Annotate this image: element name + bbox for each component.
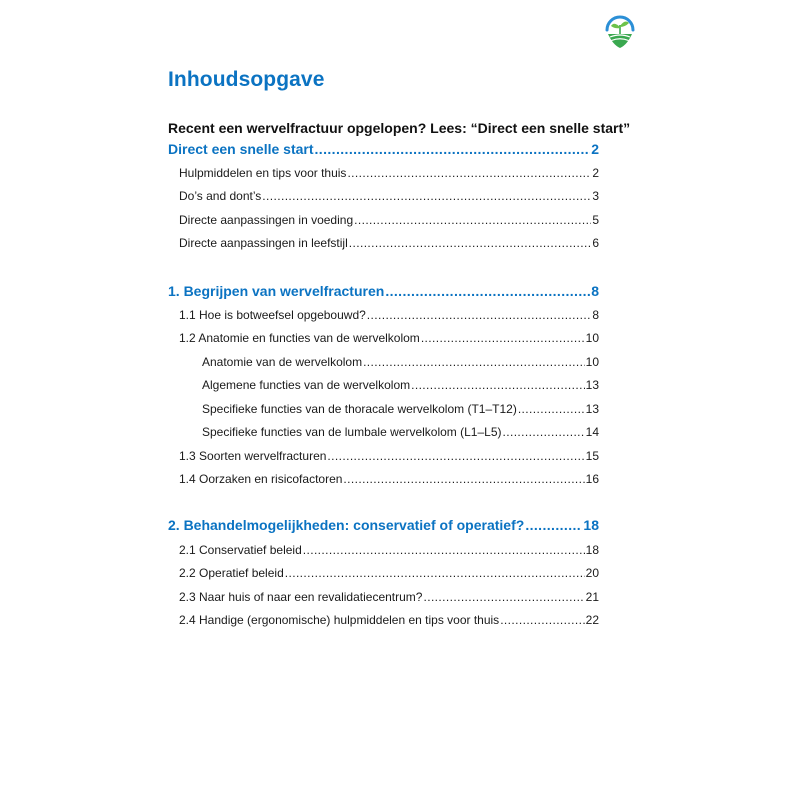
toc-entry-voeding[interactable] — [179, 213, 599, 227]
dot-leader — [423, 590, 584, 604]
toc-entry-label: 2.4 Handige (ergonomische) hulpmiddelen en tips voor thuis — [179, 613, 500, 627]
toc-entry-label: Specifieke functies van de thoracale wervelkolom (T1–T12) — [202, 402, 517, 416]
toc-entry-page: 16 — [585, 472, 599, 486]
toc-entry-label: 1. Begrijpen van wervelfracturen — [168, 283, 385, 299]
toc-entry-page: 15 — [585, 449, 599, 463]
toc-entry-2-4[interactable] — [179, 613, 599, 627]
toc-entry-label: 2.1 Conservatief beleid — [179, 543, 302, 557]
toc-entry-1-2-anatomie[interactable] — [202, 355, 599, 369]
toc-entry-label: Do’s and dont’s — [179, 189, 262, 203]
toc-entry-label: Direct een snelle start — [168, 141, 314, 157]
toc-entry-page: 2 — [592, 166, 599, 180]
intro-note: Recent een wervelfractuur opgelopen? Lees: “Direct een snelle start” — [168, 120, 631, 136]
toc-entry-1-3[interactable] — [179, 449, 599, 463]
toc-entry-1-1[interactable] — [179, 308, 599, 322]
toc-entry-page: 8 — [592, 308, 599, 322]
dot-leader — [411, 378, 585, 392]
toc-entry-page: 21 — [585, 590, 599, 604]
toc-entry-1-2[interactable] — [179, 331, 599, 345]
toc-entry-1-2-thoracale[interactable] — [202, 402, 599, 416]
toc-entry-page: 18 — [583, 517, 599, 533]
dot-leader — [503, 425, 585, 439]
plant-sprout-logo-icon — [602, 14, 638, 50]
toc-entry-page: 5 — [592, 213, 599, 227]
dot-leader — [500, 613, 584, 627]
toc-entry-page: 3 — [592, 189, 599, 203]
toc-entry-page: 18 — [585, 543, 599, 557]
toc-entry-page: 14 — [585, 425, 599, 439]
toc-entry-dos-and-donts[interactable] — [179, 189, 599, 203]
dot-leader — [367, 308, 592, 322]
toc-entry-chapter-2[interactable] — [168, 517, 599, 533]
toc-entry-label: Directe aanpassingen in leefstijl — [179, 236, 348, 250]
dot-leader — [347, 166, 591, 180]
dot-leader — [303, 543, 585, 557]
toc-entry-label: Directe aanpassingen in voeding — [179, 213, 354, 227]
toc-entry-1-2-lumbale[interactable] — [202, 425, 599, 439]
toc-entry-2-3[interactable] — [179, 590, 599, 604]
dot-leader — [349, 236, 592, 250]
toc-entry-page: 2 — [591, 141, 599, 157]
toc-entry-1-4[interactable] — [179, 472, 599, 486]
toc-entry-hulpmiddelen[interactable] — [179, 166, 599, 180]
toc-entry-label: 1.4 Oorzaken en risicofactoren — [179, 472, 343, 486]
toc-entry-label: 2. Behandelmogelijkheden: conservatief of operatief? — [168, 517, 525, 533]
dot-leader — [354, 213, 591, 227]
toc-entry-direct-een-snelle-start[interactable] — [168, 141, 599, 157]
toc-entry-label: 2.3 Naar huis of naar een revalidatiecentrum? — [179, 590, 423, 604]
toc-entry-label: 1.1 Hoe is botweefsel opgebouwd? — [179, 308, 366, 322]
toc-entry-page: 10 — [585, 355, 599, 369]
toc-entry-page: 10 — [585, 331, 599, 345]
toc-entry-label: 1.3 Soorten wervelfracturen — [179, 449, 327, 463]
toc-entry-chapter-1[interactable] — [168, 283, 599, 299]
dot-leader — [518, 402, 585, 416]
toc-entry-label: 2.2 Operatief beleid — [179, 566, 284, 580]
toc-entry-leefstijl[interactable] — [179, 236, 599, 250]
dot-leader — [421, 331, 585, 345]
toc-entry-page: 13 — [585, 402, 599, 416]
toc-entry-page: 13 — [585, 378, 599, 392]
dot-leader — [525, 517, 582, 533]
dot-leader — [363, 355, 585, 369]
dot-leader — [327, 449, 584, 463]
toc-entry-label: Specifieke functies van de lumbale wervelkolom (L1–L5) — [202, 425, 502, 439]
toc-entry-label: Hulpmiddelen en tips voor thuis — [179, 166, 347, 180]
toc-entry-label: 1.2 Anatomie en functies van de wervelkolom — [179, 331, 420, 345]
dot-leader — [343, 472, 584, 486]
dot-leader — [385, 283, 590, 299]
toc-entry-page: 22 — [585, 613, 599, 627]
toc-entry-page: 20 — [585, 566, 599, 580]
toc-entry-label: Algemene functies van de wervelkolom — [202, 378, 411, 392]
page-title: Inhoudsopgave — [168, 68, 325, 91]
dot-leader — [285, 566, 585, 580]
toc-entry-page: 8 — [591, 283, 599, 299]
toc-entry-1-2-algemene-functies[interactable] — [202, 378, 599, 392]
toc-entry-2-1[interactable] — [179, 543, 599, 557]
toc-entry-label: Anatomie van de wervelkolom — [202, 355, 363, 369]
toc-entry-2-2[interactable] — [179, 566, 599, 580]
dot-leader — [315, 141, 591, 157]
toc-entry-page: 6 — [592, 236, 599, 250]
dot-leader — [262, 189, 591, 203]
